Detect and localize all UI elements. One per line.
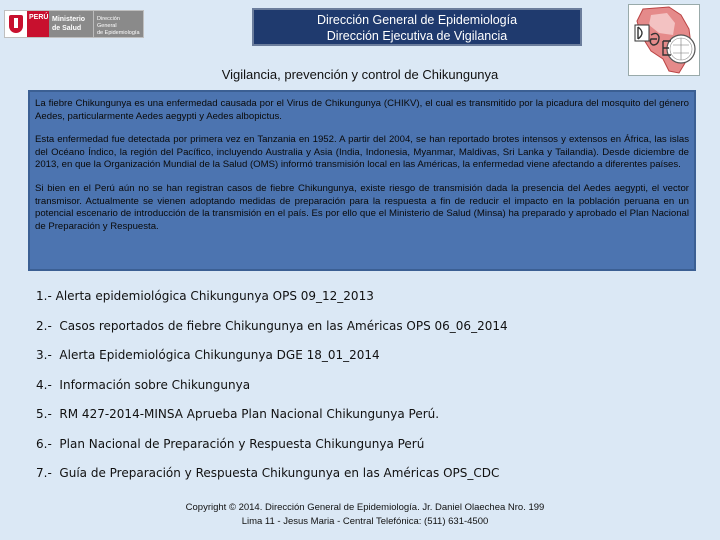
header-line1: Dirección General de Epidemiología [316, 13, 518, 27]
shield-icon [5, 11, 27, 37]
document-number: 7.- [36, 466, 52, 480]
minsa-logo [4, 10, 144, 38]
document-label[interactable]: Casos reportados de fiebre Chikungunya en las Américas OPS 06_06_2014 [59, 318, 508, 333]
info-paragraph-2: Esta enfermedad fue detectada por primera vez en Tanzania en 1952. A partir del 2004, se han reportado brotes intensos y extensos en África, las islas del Océano Índico, la región del Pacífico, incluyendo Australia y Asia (India, Indonesia, Myanmar, Maldivas, Sri Lanka y Tailandia). Desde diciembre de 2013, en que la Organización Mundial de la Salud (OMS) informó transmisión local en las Américas, la enfermedad viene afectando a diferentes países. [35, 134, 689, 171]
document-number: 4.- [36, 377, 52, 392]
document-label[interactable]: Alerta Epidemiológica Chikungunya DGE 18_01_2014 [59, 348, 380, 362]
logo-ministry: Ministerio de Salud [49, 11, 93, 37]
peru-map-icon [629, 5, 700, 76]
document-link-7[interactable] [36, 463, 696, 493]
document-label[interactable]: Información sobre Chikungunya [59, 377, 251, 392]
document-number: 5.- [36, 407, 52, 421]
logo-office: Dirección General de Epidemiología [93, 11, 143, 37]
document-number: 6.- [36, 436, 52, 451]
info-panel [28, 90, 696, 271]
document-label[interactable]: Alerta epidemiológica Chikungunya OPS 09_12_2013 [55, 289, 374, 303]
document-number: 1.- [36, 289, 52, 303]
document-label[interactable]: RM 427-2014-MINSA Aprueba Plan Nacional Chikungunya Perú. [59, 407, 440, 421]
dge-logo [628, 4, 700, 76]
document-link-3[interactable] [36, 345, 696, 375]
footer-address: Lima 11 - Jesus Maria - Central Telefónica: (511) 631-4500 [241, 516, 489, 527]
page-title: Vigilancia, prevención y control de Chikungunya [221, 67, 499, 82]
header-line2: Dirección Ejecutiva de Vigilancia [326, 29, 508, 43]
document-link-1[interactable] [36, 286, 696, 316]
document-label[interactable]: Plan Nacional de Preparación y Respuesta Chikungunya Perú [59, 436, 425, 451]
footer-copyright: Copyright © 2014. Dirección General de Epidemiología. Jr. Daniel Olaechea Nro. 199 [185, 502, 545, 513]
document-link-5[interactable] [36, 404, 696, 434]
header-banner [252, 8, 582, 46]
footer [90, 501, 640, 529]
document-label[interactable]: Guía de Preparación y Respuesta Chikungunya en las Américas OPS_CDC [59, 466, 500, 480]
info-paragraph-1: La fiebre Chikungunya es una enfermedad causada por el Virus de Chikungunya (CHIKV), el cual es transmitido por la picadura del mosquito del género Aedes, particularmente Aedes aegypti y Aedes albopictus. [35, 98, 689, 122]
info-paragraph-3: Si bien en el Perú aún no se han registran casos de fiebre Chikungunya, existe riesgo de transmisión dada la presencia del Aedes aegypti, el vector transmisor. Actualmente se vienen adoptando medidas de preparación para la respuesta a fin de reducir el impacto en la población peruana en un potencial escenario de introducción de la transmisión en el país. Es por ello que el Ministerio de Salud (Minsa) ha preparado y aprobado el Plan Nacional de Preparación y Respuesta. [35, 182, 689, 232]
document-link-6[interactable] [36, 434, 696, 464]
document-link-2[interactable] [36, 316, 696, 346]
document-list [36, 286, 696, 493]
document-link-4[interactable] [36, 375, 696, 405]
document-number: 2.- [36, 318, 52, 333]
logo-country: PERÚ [27, 11, 49, 37]
document-number: 3.- [36, 348, 52, 362]
